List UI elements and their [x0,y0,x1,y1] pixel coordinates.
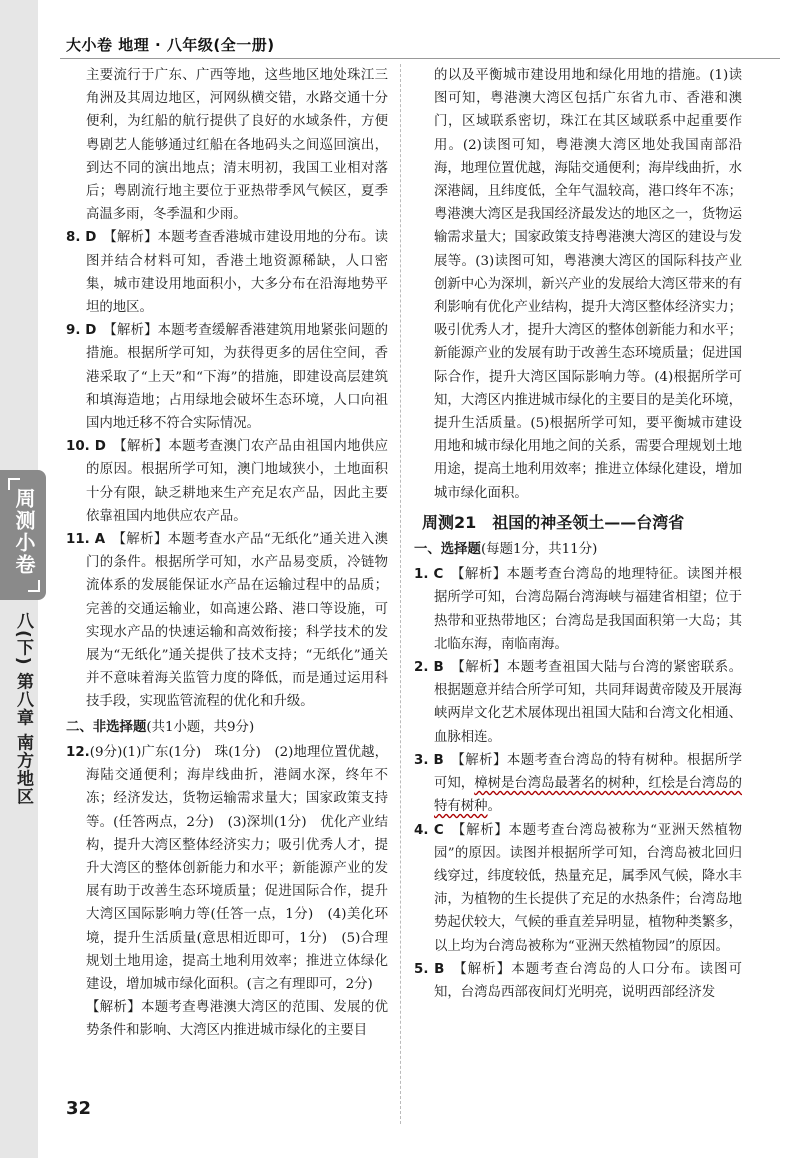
side-chapter-label: 八(下) 第八章 南方地区 [13,612,33,806]
continued-paragraph: 主要流行于广东、广西等地，这些地区地处珠江三角洲及其周边地区，河网纵横交错，水路交通十分便利，为红船的航行提供了良好的水域条件，方便粤剧艺人能够通过红船在各地码头之间巡回演出，到达不同的演出地点；清末明初，我国工业相对落后；粤剧流行地主要位于亚热带季风气候区，夏季高温多雨，冬季温和少雨。 [86,68,388,223]
continued-paragraph: 的以及平衡城市建设用地和绿化用地的措施。(1)读图可知，粤港澳大湾区包括广东省九市、香港和澳门，区域联系密切，珠江在其区域联系中起重要作用。(2)读图可知，粤港澳大湾区地处我国南部沿海，地理位置优越，海陆交通便利；海岸线曲折，水深港阔，且纬度低，全年气温较高，港口终年不冻；粤港澳大湾区是我国经济最发达的地区之一，货物运输需求量大；国家政策支持粤港澳大湾区的建设与发展等。(3)读图可知，粤港澳大湾区的国际科技产业创新中心为深圳，新兴产业的发展给大湾区带来的有利影响有优化产业结构，提升大湾区整体经济实力；吸引优秀人才，提升大湾区的整体创新能力和水平；新能源产业的发展有助于改善生态环境质量；促进国际合作，提升大湾区国际影响力等。(4)根据所学可知，大湾区内推进城市绿化的主要目的是美化环境，提升生活质量。(5)根据所学可知，要平衡城市建设用地和城市绿化用地之间的关系，需要合理规划土地用途，提高土地利用效率；推进立体绿化建设，增加城市绿化面积。 [434,68,742,501]
section-heading [414,538,742,561]
section-heading [66,716,388,739]
answer-text: 【解析】本题考查祖国大陆与台湾的紧密联系。根据题意并结合所学可知，共同拜谒黄帝陵及开展海峡两岸文化艺术展体现出祖国大陆和台湾文化相通、血脉相连。 [434,660,742,745]
answer-number: 1. C [414,567,444,583]
answer-item-12 [66,741,388,996]
answer-item-10 [66,435,388,528]
answer-text: (9分)(1)广东(1分) 珠(1分) (2)地理位置优越，海陆交通便利；海岸线曲折，港阔水深，终年不冻；经济发达，货物运输需求量大；国家政策支持等。(任答两点，2分) (3)深圳(1分) 优化产业结构，提升大湾区整体经济实力；吸引优秀人才，提升大湾区的整体创新能力和水平；新能源产业的发展有助于改善生态环境质量；促进国际合作，提升大湾区国际影响力等(任答一点，1分) (4)美化环境，提升生活质量(意思相近即可，1分) (5)合理规划土地用途，提高土地利用效率；推进立体绿化建设，增加城市绿化面积。(言之有理即可，2分) [86,744,388,992]
answer-text: 【解析】本题考查台湾岛的特有树种。根据所学可知， [434,752,742,792]
answer-text: 【解析】本题考查水产品“无纸化”通关进入澳门的条件。根据所学可知，水产品易变质，冷链物流体系的发展能保证水产品在运输过程中的品质；完善的交通运输业，如高速公路、港口等设施，可实现水产品的快速运输和高效衔接；科学技术的发展为“无纸化”通关提供了技术支持；“无纸化”通关并不意味着海关监管力度的降低，而是通过运用科技手段，实现监管流程的优化和升级。 [86,532,388,710]
answer-number: 3. B [414,752,444,768]
answer-item-3 [414,749,742,819]
highlighted-text: 樟树是台湾岛最著名的树种，红桧是台湾岛的特有树种 [434,776,743,815]
answer-item-5 [414,958,742,1004]
answer-item-9 [66,319,388,435]
answer-number: 4. C [414,822,444,838]
answer-text: 【解析】本题考查缓解香港建筑用地紧张问题的措施。根据所学可知，为获得更多的居住空间，香港采取了“上天”和“下海”的措施，即建设高层建筑和填海造地；占用绿地会破坏生态环境，人口向祖国内地迁移不符合实际情况。 [86,323,388,432]
column-divider [400,64,401,1124]
answer-item-8 [66,226,388,319]
answer-number: 2. B [414,660,444,676]
answer-text: 【解析】本题考查台湾岛被称为“亚洲天然植物园”的原因。读图并根据所学可知，台湾岛被北回归线穿过，纬度较低，热量充足，属季风气候，降水丰沛，为植物的生长提供了充足的水热条件；台湾岛地势起伏较大，气候的垂直差异明显，植物种类繁多，以上均为台湾岛被称为“亚洲天然植物园”的原因。 [434,822,742,954]
answer-number: 10. D [66,439,106,455]
answer-number: 9. D [66,323,97,339]
answer-text: 【解析】本题考查澳门农产品由祖国内地供应的原因。根据所学可知，澳门地域狭小，土地面积十分有限，缺乏耕地来生产充足农产品，因此主要依靠祖国内地供应农产品。 [86,439,389,524]
page-number: 32 [66,1098,92,1119]
side-tab-label: 周测小卷 [12,488,36,576]
answer-text: 【解析】本题考查台湾岛的人口分布。读图可知，台湾岛西部夜间灯光明亮，说明西部经济发 [434,961,742,1000]
answer-text: 【解析】本题考查台湾岛的地理特征。读图并根据所学可知，台湾岛隔台湾海峡与福建省相望；位于热带和亚热带地区；台湾岛是我国面积第一大岛；其北临东海，南临南海。 [434,567,742,652]
tab-corner-decoration [28,580,40,592]
section-title: 二、非选择题 [66,719,147,735]
header-title: 大小卷 地理 · 八年级(全一册) [66,36,275,54]
left-column [66,64,388,1043]
answer-item-4 [414,819,742,958]
answer-text-end: 。 [487,799,501,815]
answer-number: 8. D [66,230,97,246]
header-rule [60,58,780,59]
right-column [414,64,742,1004]
answer-item-2 [414,656,742,749]
analysis-paragraph: 【解析】本题考查粤港澳大湾区的范围、发展的优势条件和影响、大湾区内推进城市绿化的主要目 [86,1000,388,1039]
answer-item-11 [66,528,388,714]
week-title: 周测21 祖国的神圣领土——台湾省 [422,512,685,532]
answer-number: 5. B [414,961,445,977]
answer-number: 12. [66,744,90,760]
answer-item-1 [414,563,742,656]
answer-text: 【解析】本题考查香港城市建设用地的分布。读图并结合材料可知，香港土地资源稀缺，人口密集，城市建设用地面积小，大多分布在沿海地势平坦的地区。 [86,230,388,316]
side-tab [0,470,46,600]
section-title: 一、选择题 [414,542,481,558]
section-subtitle: (每题1分，共11分) [480,542,598,558]
section-subtitle: (共1小题，共9分) [146,719,255,735]
answer-number: 11. A [66,532,106,548]
